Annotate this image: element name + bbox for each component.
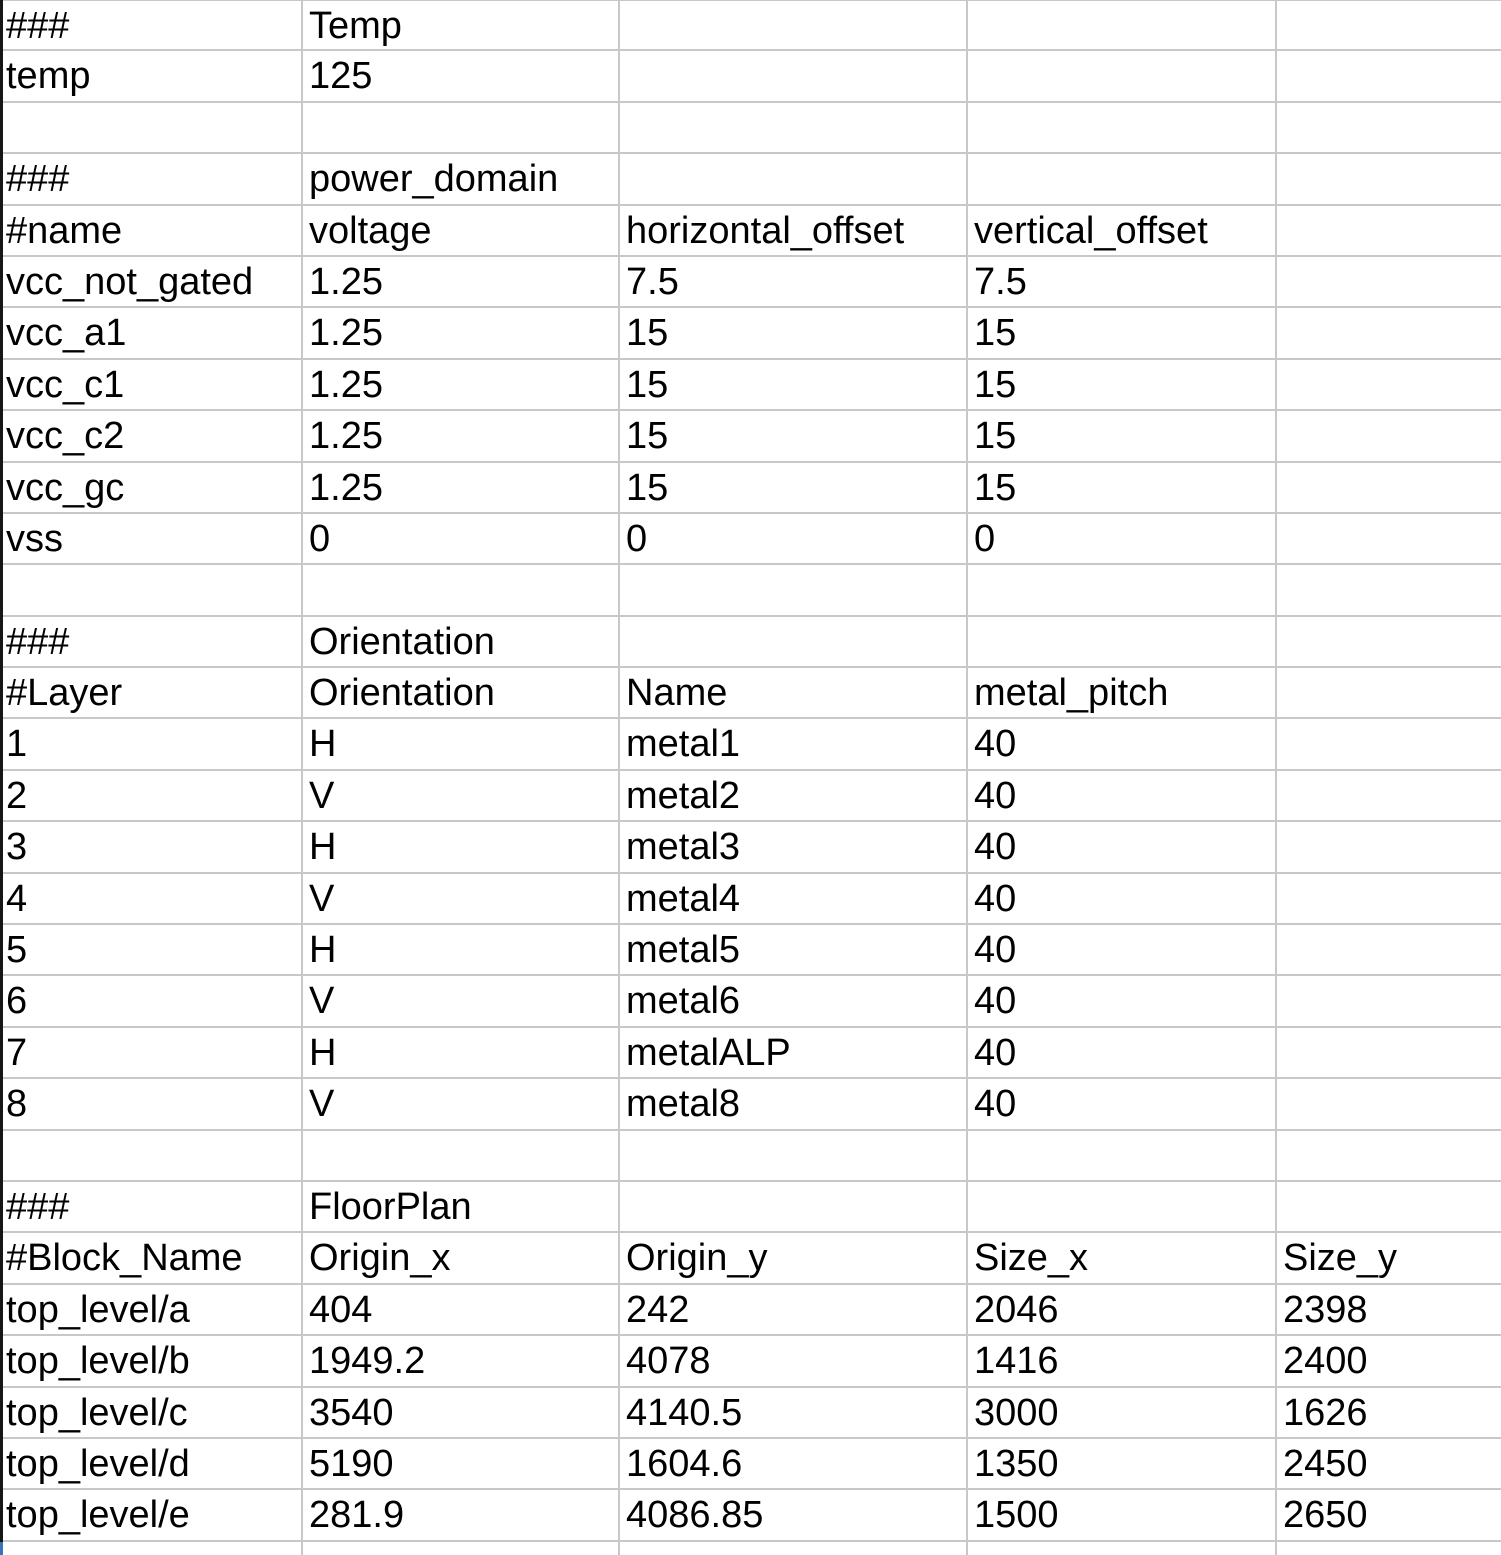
cell-r15-c5[interactable] bbox=[1277, 719, 1501, 768]
cell-r28-c3[interactable]: 4140.5 bbox=[620, 1388, 968, 1437]
cell-r30-c1[interactable]: top_level/e bbox=[0, 1490, 303, 1539]
cell-r13-c1[interactable]: ### bbox=[0, 617, 303, 666]
sheet-row bbox=[0, 771, 1501, 822]
cell-r25-c3[interactable]: Origin_y bbox=[620, 1233, 968, 1282]
cell-r16-c1[interactable]: 2 bbox=[0, 771, 303, 820]
cell-r30-c2[interactable]: 281.9 bbox=[303, 1490, 620, 1539]
left-pane-border bbox=[0, 0, 3, 1542]
sheet-row bbox=[0, 51, 1501, 102]
cell-r23-c2[interactable] bbox=[303, 1131, 620, 1180]
cell-r3-c2[interactable] bbox=[303, 103, 620, 152]
sheet-row bbox=[0, 360, 1501, 411]
sheet-row bbox=[0, 1182, 1501, 1233]
cell-r26-c1[interactable]: top_level/a bbox=[0, 1285, 303, 1334]
cell-r22-c4[interactable]: 40 bbox=[968, 1079, 1277, 1128]
cell-r7-c5[interactable] bbox=[1277, 308, 1501, 357]
cell-r22-c1[interactable]: 8 bbox=[0, 1079, 303, 1128]
cell-r11-c5[interactable] bbox=[1277, 514, 1501, 563]
cell-r25-c1[interactable]: #Block_Name bbox=[0, 1233, 303, 1282]
cell-r4-c4[interactable] bbox=[968, 154, 1277, 203]
cell-r9-c3[interactable]: 15 bbox=[620, 411, 968, 460]
cell-r28-c4[interactable]: 3000 bbox=[968, 1388, 1277, 1437]
cell-r23-c1[interactable] bbox=[0, 1131, 303, 1180]
cell-r30-c4[interactable]: 1500 bbox=[968, 1490, 1277, 1539]
cell-r25-c5[interactable]: Size_y bbox=[1283, 1237, 1398, 1280]
sheet-row bbox=[0, 719, 1501, 770]
sheet-row bbox=[0, 925, 1501, 976]
cell-r14-c2[interactable]: Orientation bbox=[303, 668, 620, 717]
cell-r5-c4[interactable]: vertical_offset bbox=[968, 206, 1277, 255]
sheet-row bbox=[0, 617, 1501, 668]
cell-r29-c1[interactable]: top_level/d bbox=[0, 1439, 303, 1488]
cell-r1-c1[interactable]: ### bbox=[0, 1, 303, 49]
cell-r9-c4[interactable]: 15 bbox=[968, 411, 1277, 460]
sheet-row bbox=[0, 308, 1501, 359]
selection-cursor-fragment bbox=[0, 1542, 3, 1555]
cell-r1-c3[interactable] bbox=[620, 1, 968, 49]
sheet-row bbox=[0, 1028, 1501, 1079]
cell-r14-c4[interactable]: metal_pitch bbox=[968, 668, 1277, 717]
cell-r29-c3[interactable]: 1604.6 bbox=[620, 1439, 968, 1488]
cell-r27-c4[interactable]: 1416 bbox=[968, 1336, 1277, 1385]
cell-r4-c2[interactable]: power_domain bbox=[303, 154, 620, 203]
cell-r13-c4[interactable] bbox=[968, 617, 1277, 666]
cell-r29-c2[interactable]: 5190 bbox=[303, 1439, 620, 1488]
cell-r15-c3[interactable]: metal1 bbox=[620, 719, 968, 768]
cell-r19-c2[interactable]: H bbox=[303, 925, 620, 974]
cell-r5-c5[interactable] bbox=[1277, 206, 1501, 255]
cell-r3-c3[interactable] bbox=[620, 103, 968, 152]
cell-r19-c3[interactable]: metal5 bbox=[620, 925, 968, 974]
cell-r9-c2[interactable]: 1.25 bbox=[303, 411, 620, 460]
cell-r28-c2[interactable]: 3540 bbox=[303, 1388, 620, 1437]
cell-r31-c2[interactable] bbox=[303, 1542, 620, 1555]
sheet-row bbox=[0, 0, 1501, 51]
cell-r20-c2[interactable]: V bbox=[303, 976, 620, 1025]
cell-r27-c1[interactable]: top_level/b bbox=[0, 1336, 303, 1385]
cell-r30-c5[interactable]: 2650 bbox=[1283, 1494, 1368, 1537]
sheet-row bbox=[0, 1336, 1501, 1387]
sheet-row bbox=[0, 1285, 1501, 1336]
cell-r22-c3[interactable]: metal8 bbox=[620, 1079, 968, 1128]
cell-r31-c5[interactable] bbox=[1277, 1542, 1501, 1555]
cell-r2-c4[interactable] bbox=[968, 51, 1277, 100]
cell-r13-c3[interactable] bbox=[620, 617, 968, 666]
cell-r16-c5[interactable] bbox=[1277, 771, 1501, 820]
cell-r21-c2[interactable]: H bbox=[303, 1028, 620, 1077]
cell-r18-c3[interactable]: metal4 bbox=[620, 874, 968, 923]
cell-r29-c5[interactable]: 2450 bbox=[1283, 1442, 1368, 1485]
cell-r12-c1[interactable] bbox=[0, 565, 303, 614]
sheet-row bbox=[0, 206, 1501, 257]
cell-r17-c5[interactable] bbox=[1277, 822, 1501, 871]
sheet-row bbox=[0, 976, 1501, 1027]
cell-r7-c3[interactable]: 15 bbox=[620, 308, 968, 357]
sheet-row bbox=[0, 1079, 1501, 1130]
cell-r4-c1[interactable]: ### bbox=[0, 154, 303, 203]
cell-r8-c5[interactable] bbox=[1277, 360, 1501, 409]
cell-r17-c3[interactable]: metal3 bbox=[620, 822, 968, 871]
cell-r6-c4[interactable]: 7.5 bbox=[968, 257, 1277, 306]
cell-r5-c2[interactable]: voltage bbox=[303, 206, 620, 255]
cell-r3-c4[interactable] bbox=[968, 103, 1277, 152]
cell-r2-c3[interactable] bbox=[620, 51, 968, 100]
cell-r18-c1[interactable]: 4 bbox=[0, 874, 303, 923]
cell-r6-c1[interactable]: vcc_not_gated bbox=[0, 257, 303, 306]
cell-r4-c5[interactable] bbox=[1277, 154, 1501, 203]
cell-r16-c2[interactable]: V bbox=[303, 771, 620, 820]
sheet-row bbox=[0, 103, 1501, 154]
sheet-row bbox=[0, 1131, 1501, 1182]
cell-r18-c4[interactable]: 40 bbox=[968, 874, 1277, 923]
cell-r31-c1[interactable] bbox=[0, 1542, 303, 1555]
cell-r28-c5[interactable]: 1626 bbox=[1283, 1391, 1368, 1434]
cell-r1-c2[interactable]: Temp bbox=[303, 1, 620, 49]
cell-r1-c4[interactable] bbox=[968, 1, 1277, 49]
cell-r26-c5[interactable]: 2398 bbox=[1283, 1288, 1368, 1331]
cell-r22-c5[interactable] bbox=[1277, 1079, 1501, 1128]
cell-r24-c4[interactable] bbox=[968, 1182, 1277, 1231]
cell-r11-c1[interactable]: vss bbox=[0, 514, 303, 563]
cell-r14-c3[interactable]: Name bbox=[620, 668, 968, 717]
cell-r18-c5[interactable] bbox=[1277, 874, 1501, 923]
sheet-row bbox=[0, 1388, 1501, 1439]
cell-r9-c5[interactable] bbox=[1277, 411, 1501, 460]
cell-r14-c1[interactable]: #Layer bbox=[0, 668, 303, 717]
cell-r20-c5[interactable] bbox=[1277, 976, 1501, 1025]
cell-r21-c3[interactable]: metalALP bbox=[620, 1028, 968, 1077]
cell-r13-c2[interactable]: Orientation bbox=[303, 617, 620, 666]
cell-r10-c2[interactable]: 1.25 bbox=[303, 463, 620, 512]
cell-r10-c3[interactable]: 15 bbox=[620, 463, 968, 512]
cell-r1-c5[interactable] bbox=[1277, 1, 1501, 49]
cell-r7-c4[interactable]: 15 bbox=[968, 308, 1277, 357]
cell-r9-c1[interactable]: vcc_c2 bbox=[0, 411, 303, 460]
cell-r7-c1[interactable]: vcc_a1 bbox=[0, 308, 303, 357]
sheet-row bbox=[0, 1439, 1501, 1490]
cell-r11-c2[interactable]: 0 bbox=[303, 514, 620, 563]
sheet-row bbox=[0, 874, 1501, 925]
cell-r12-c5[interactable] bbox=[1277, 565, 1501, 614]
cell-r24-c1[interactable]: ### bbox=[0, 1182, 303, 1231]
sheet-row bbox=[0, 463, 1501, 514]
cell-r8-c1[interactable]: vcc_c1 bbox=[0, 360, 303, 409]
sheet-row bbox=[0, 514, 1501, 565]
cell-r21-c4[interactable]: 40 bbox=[968, 1028, 1277, 1077]
cell-r14-c5[interactable] bbox=[1277, 668, 1501, 717]
cell-r25-c2[interactable]: Origin_x bbox=[303, 1233, 620, 1282]
cell-r10-c5[interactable] bbox=[1277, 463, 1501, 512]
cell-r19-c5[interactable] bbox=[1277, 925, 1501, 974]
cell-r15-c1[interactable]: 1 bbox=[0, 719, 303, 768]
cell-r29-c4[interactable]: 1350 bbox=[968, 1439, 1277, 1488]
cell-r5-c3[interactable]: horizontal_offset bbox=[620, 206, 968, 255]
cell-r6-c3[interactable]: 7.5 bbox=[620, 257, 968, 306]
cell-r5-c1[interactable]: #name bbox=[0, 206, 303, 255]
cell-r2-c5[interactable] bbox=[1277, 51, 1501, 100]
cell-r18-c2[interactable]: V bbox=[303, 874, 620, 923]
cell-r17-c2[interactable]: H bbox=[303, 822, 620, 871]
cell-r25-c4[interactable]: Size_x bbox=[968, 1233, 1277, 1282]
cell-r3-c5[interactable] bbox=[1277, 103, 1501, 152]
cell-r8-c3[interactable]: 15 bbox=[620, 360, 968, 409]
cell-r24-c2[interactable]: FloorPlan bbox=[303, 1182, 620, 1231]
cell-r6-c5[interactable] bbox=[1277, 257, 1501, 306]
cell-r30-c3[interactable]: 4086.85 bbox=[620, 1490, 968, 1539]
cell-r7-c2[interactable]: 1.25 bbox=[303, 308, 620, 357]
cell-r16-c4[interactable]: 40 bbox=[968, 771, 1277, 820]
cell-r19-c1[interactable]: 5 bbox=[0, 925, 303, 974]
cell-r31-c3[interactable] bbox=[620, 1542, 968, 1555]
sheet-row bbox=[0, 154, 1501, 205]
cell-r26-c2[interactable]: 404 bbox=[303, 1285, 620, 1334]
sheet-row bbox=[0, 1542, 1501, 1555]
cell-r24-c3[interactable] bbox=[620, 1182, 968, 1231]
cell-r27-c5[interactable]: 2400 bbox=[1283, 1340, 1368, 1383]
cell-r2-c2[interactable]: 125 bbox=[303, 51, 620, 100]
cell-r12-c2[interactable] bbox=[303, 565, 620, 614]
cell-r2-c1[interactable]: temp bbox=[0, 51, 303, 100]
cell-r21-c5[interactable] bbox=[1277, 1028, 1501, 1077]
cell-r23-c3[interactable] bbox=[620, 1131, 968, 1180]
cell-r10-c4[interactable]: 15 bbox=[968, 463, 1277, 512]
cell-r27-c3[interactable]: 4078 bbox=[620, 1336, 968, 1385]
sheet-row bbox=[0, 257, 1501, 308]
cell-r17-c4[interactable]: 40 bbox=[968, 822, 1277, 871]
cell-r26-c4[interactable]: 2046 bbox=[968, 1285, 1277, 1334]
cell-r28-c1[interactable]: top_level/c bbox=[0, 1388, 303, 1437]
cell-r4-c3[interactable] bbox=[620, 154, 968, 203]
cell-r12-c3[interactable] bbox=[620, 565, 968, 614]
cell-r19-c4[interactable]: 40 bbox=[968, 925, 1277, 974]
cell-r13-c5[interactable] bbox=[1277, 617, 1501, 666]
cell-r27-c2[interactable]: 1949.2 bbox=[303, 1336, 620, 1385]
sheet-row bbox=[0, 668, 1501, 719]
cell-r16-c3[interactable]: metal2 bbox=[620, 771, 968, 820]
cell-r24-c5[interactable] bbox=[1277, 1182, 1501, 1231]
cell-r23-c5[interactable] bbox=[1277, 1131, 1501, 1180]
cell-r20-c4[interactable]: 40 bbox=[968, 976, 1277, 1025]
cell-r3-c1[interactable] bbox=[0, 103, 303, 152]
cell-r15-c2[interactable]: H bbox=[303, 719, 620, 768]
sheet-row bbox=[0, 822, 1501, 873]
cell-r17-c1[interactable]: 3 bbox=[0, 822, 303, 871]
cell-r21-c1[interactable]: 7 bbox=[0, 1028, 303, 1077]
cell-r20-c1[interactable]: 6 bbox=[0, 976, 303, 1025]
cell-r10-c1[interactable]: vcc_gc bbox=[0, 463, 303, 512]
cell-r11-c4[interactable]: 0 bbox=[968, 514, 1277, 563]
cell-r12-c4[interactable] bbox=[968, 565, 1277, 614]
cell-r8-c2[interactable]: 1.25 bbox=[303, 360, 620, 409]
cell-r8-c4[interactable]: 15 bbox=[968, 360, 1277, 409]
cell-r20-c3[interactable]: metal6 bbox=[620, 976, 968, 1025]
cell-r22-c2[interactable]: V bbox=[303, 1079, 620, 1128]
sheet-row bbox=[0, 565, 1501, 616]
cell-r6-c2[interactable]: 1.25 bbox=[303, 257, 620, 306]
cell-r23-c4[interactable] bbox=[968, 1131, 1277, 1180]
sheet-row bbox=[0, 1233, 1501, 1284]
cell-r26-c3[interactable]: 242 bbox=[620, 1285, 968, 1334]
cell-r31-c4[interactable] bbox=[968, 1542, 1277, 1555]
cell-r11-c3[interactable]: 0 bbox=[620, 514, 968, 563]
sheet-row bbox=[0, 411, 1501, 462]
sheet-row bbox=[0, 1490, 1501, 1541]
cell-r15-c4[interactable]: 40 bbox=[968, 719, 1277, 768]
